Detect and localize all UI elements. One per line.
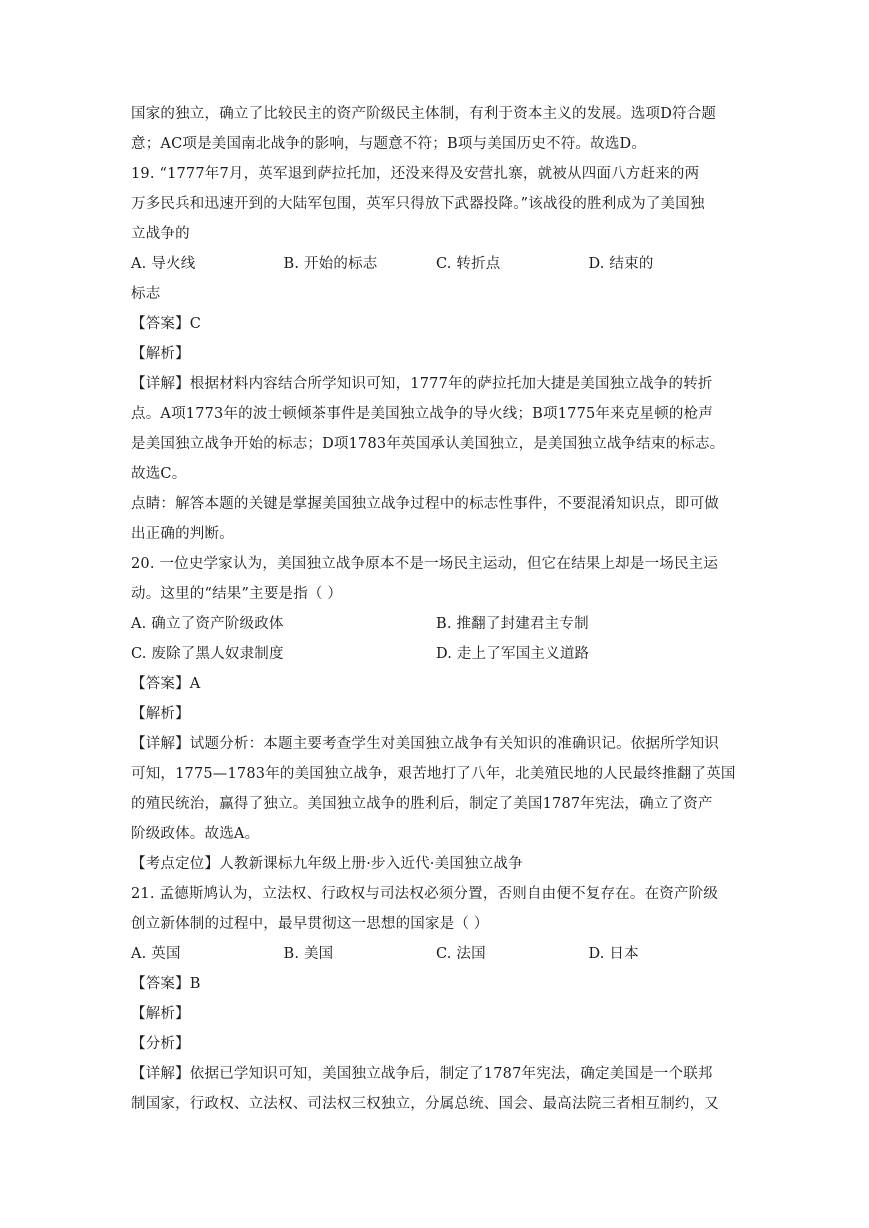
- q20-detail-line: 【详解】试题分析：本题主要考查学生对美国独立战争有关知识的准确识记。依据所学知识: [131, 736, 719, 752]
- q21-stem-line: 21. 孟德斯鸠认为，立法权、行政权与司法权必须分置，否则自由便不复存在。在资产阶级: [131, 886, 719, 902]
- q20-stem-line: 20. 一位史学家认为，美国独立战争原本不是一场民主运动，但它在结果上却是一场民主运: [131, 556, 719, 572]
- q19-tip-line: 出正确的判断。: [131, 526, 234, 542]
- q20-answer: 【答案】A: [131, 676, 201, 692]
- q20-exam-point: 【考点定位】人教新课标九年级上册·步入近代·美国独立战争: [131, 856, 523, 872]
- q20-option-c: C. 废除了黑人奴隶制度: [131, 646, 284, 662]
- q21-answer: 【答案】B: [131, 976, 201, 992]
- q21-option-c: C. 法国: [436, 946, 486, 962]
- q20-stem-line: 动。这里的“结果”主要是指（ ）: [131, 586, 343, 602]
- q21-option-b: B. 美国: [283, 946, 334, 962]
- q21-detail-line: 制国家，行政权、立法权、司法权三权独立，分属总统、国会、最高法院三者相互制约，又: [131, 1096, 719, 1112]
- q19-options: [131, 249, 741, 279]
- q21-options: [131, 939, 741, 969]
- q21-option-d: D. 日本: [588, 946, 639, 962]
- q21-fenxi-heading: 【分析】: [131, 1036, 190, 1052]
- q19-detail-line: 【详解】根据材料内容结合所学知识可知，1777年的萨拉托加大捷是美国独立战争的转折: [131, 376, 713, 392]
- q21-option-a: A. 英国: [131, 946, 181, 962]
- q19-detail-line: 是美国独立战争开始的标志；D项1783年英国承认美国独立，是美国独立战争结束的标志。: [131, 436, 725, 452]
- q21-detail-line: 【详解】依据已学知识可知，美国独立战争后，制定了1787年宪法，确定美国是一个联邦: [131, 1066, 713, 1082]
- q21-analysis-heading: 【解析】: [131, 1006, 190, 1022]
- q20-detail-line: 可知，1775—1783年的美国独立战争，艰苦地打了八年，北美殖民地的人民最终推翻了英国: [131, 766, 736, 782]
- q19-option-b: B. 开始的标志: [283, 256, 378, 272]
- q19-detail-line: 故选C。: [131, 466, 187, 482]
- q20-detail-line: 阶级政体。故选A。: [131, 826, 260, 842]
- q20-option-b: B. 推翻了封建君主专制: [436, 616, 589, 632]
- q19-stem-line: 19. “1777年7月，英军退到萨拉托加，还没来得及安营扎寨，就被从四面八方赶来的两: [131, 166, 700, 182]
- q20-option-a: A. 确立了资产阶级政体: [131, 616, 284, 632]
- q20-analysis-heading: 【解析】: [131, 706, 190, 722]
- q20-option-d: D. 走上了军国主义道路: [436, 646, 590, 662]
- q19-option-d: D. 结束的: [588, 256, 654, 272]
- q20-options-row-2: [131, 639, 741, 669]
- q19-analysis-heading: 【解析】: [131, 346, 190, 362]
- q19-stem-line: 万多民兵和迅速开到的大陆军包围，英军只得放下武器投降。”该战役的胜利成为了美国独: [131, 196, 705, 212]
- q19-tip-line: 点睛：解答本题的关键是掌握美国独立战争过程中的标志性事件，不要混淆知识点，即可做: [131, 496, 719, 512]
- q19-stem-line: 立战争的: [131, 226, 190, 242]
- q19-option-d-wrap: 标志: [131, 286, 161, 302]
- q19-option-c: C. 转折点: [436, 256, 501, 272]
- q20-detail-line: 的殖民统治，赢得了独立。美国独立战争的胜利后，制定了美国1787年宪法，确立了资产: [131, 796, 713, 812]
- page-content: [131, 99, 741, 1119]
- q19-option-a: A. 导火线: [131, 256, 196, 272]
- q20-options-row-1: [131, 609, 741, 639]
- q19-answer: 【答案】C: [131, 316, 202, 332]
- q18-explanation-line: 意；AC项是美国南北战争的影响，与题意不符；B项与美国历史不符。故选D。: [131, 136, 647, 152]
- q21-stem-line: 创立新体制的过程中，最早贯彻这一思想的国家是（ ）: [131, 916, 489, 932]
- q18-explanation-line: 国家的独立，确立了比较民主的资产阶级民主体制，有利于资本主义的发展。选项D符合题: [131, 106, 717, 122]
- q19-detail-line: 点。A项1773年的波士顿倾茶事件是美国独立战争的导火线；B项1775年来克星顿的枪声: [131, 406, 714, 422]
